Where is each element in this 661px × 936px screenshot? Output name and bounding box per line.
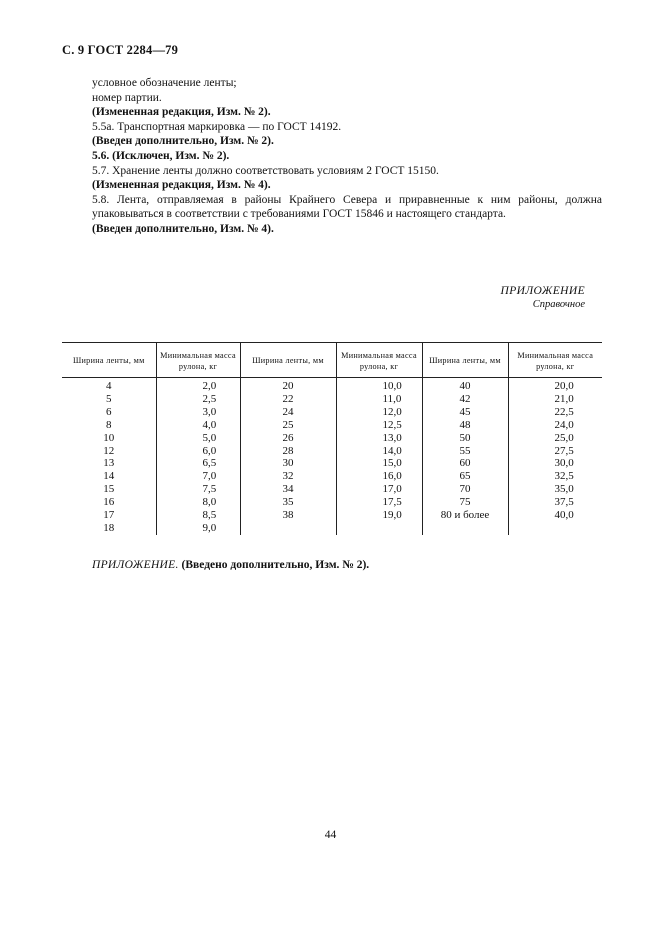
table-cell: 17 <box>103 509 115 522</box>
table-cell: 30 <box>240 457 336 470</box>
table-cell: 4,0 <box>156 419 240 432</box>
table-cell: 13 <box>103 457 115 470</box>
column-header: Ширина ленты, мм <box>62 343 156 378</box>
table-cell: 5,0 <box>156 432 240 445</box>
table-cell <box>240 522 336 535</box>
table-cell: 14 <box>103 470 115 483</box>
appendix-title: ПРИЛОЖЕНИЕ <box>500 285 585 297</box>
table-cell: 50 <box>422 432 508 445</box>
table-cell: 6,5 <box>156 457 240 470</box>
table-cell: 8,5 <box>156 509 240 522</box>
column-header: Минимальная масса рулона, кг <box>508 343 602 378</box>
table-cell: 7,5 <box>156 483 240 496</box>
table-cell: 15,0 <box>336 457 422 470</box>
page-number: 44 <box>324 829 337 841</box>
column-header: Ширина ленты, мм <box>240 343 336 378</box>
table-cell: 15 <box>103 483 115 496</box>
table-cell: 80 и более <box>422 509 508 522</box>
table-cell: 65 <box>422 470 508 483</box>
amendment-note: (Измененная редакция, Изм. № 4). <box>92 179 271 192</box>
table-cell: 6,0 <box>156 445 240 458</box>
table-cell: 55 <box>422 445 508 458</box>
table-cell: 22 <box>240 393 336 406</box>
table-row <box>62 419 602 432</box>
table-cell <box>336 522 422 535</box>
table-cell: 14,0 <box>336 445 422 458</box>
table-cell: 16,0 <box>336 470 422 483</box>
table-cell: 5 <box>106 392 112 405</box>
amendment-note: (Введен дополнительно, Изм. № 4). <box>92 222 274 235</box>
table-cell: 25,0 <box>508 432 602 445</box>
table-cell <box>422 522 508 535</box>
table-cell: 2,5 <box>156 393 240 406</box>
roll-mass-table <box>62 342 602 535</box>
table-cell: 3,0 <box>156 406 240 419</box>
table-cell: 13,0 <box>336 432 422 445</box>
table-cell: 17,5 <box>336 496 422 509</box>
table-cell: 75 <box>422 496 508 509</box>
table-cell: 48 <box>422 419 508 432</box>
table-cell: 30,0 <box>508 457 602 470</box>
table-cell: 2,0 <box>156 378 240 393</box>
clause-5-5a: 5.5а. Транспортная маркировка — по ГОСТ 14192. <box>92 120 342 133</box>
table-row <box>62 393 602 406</box>
appendix-heading <box>501 284 585 312</box>
footer-appendix-word: ПРИЛОЖЕНИЕ. <box>92 559 179 571</box>
page-header: С. 9 ГОСТ 2284—79 <box>62 43 179 57</box>
table-cell: 38 <box>240 509 336 522</box>
amendment-note: (Введен дополнительно, Изм. № 2). <box>92 135 274 148</box>
table-cell: 20 <box>240 378 336 393</box>
table-cell: 9,0 <box>156 522 240 535</box>
table-cell: 12 <box>103 444 115 457</box>
footer-amendment: (Введено дополнительно, Изм. № 2). <box>181 559 370 571</box>
table-cell: 34 <box>240 483 336 496</box>
clause-5-7: 5.7. Хранение ленты должно соответствовать условиям 2 ГОСТ 15150. <box>92 164 439 177</box>
text-line: номер партии. <box>92 91 162 104</box>
table-cell: 24 <box>240 406 336 419</box>
table-cell: 10 <box>103 431 115 444</box>
table-cell: 70 <box>422 483 508 496</box>
table-cell: 11,0 <box>336 393 422 406</box>
table-cell: 19,0 <box>336 509 422 522</box>
clause-5-6: 5.6. (Исключен, Изм. № 2). <box>92 149 230 162</box>
table-cell: 27,5 <box>508 445 602 458</box>
column-header: Минимальная масса рулона, кг <box>156 343 240 378</box>
table-cell: 8,0 <box>156 496 240 509</box>
table-cell: 7,0 <box>156 470 240 483</box>
table-row <box>62 483 602 496</box>
table-cell: 22,5 <box>508 406 602 419</box>
table-row <box>62 378 602 393</box>
table-row <box>62 432 602 445</box>
table-cell: 32,5 <box>508 470 602 483</box>
table-cell: 40,0 <box>508 509 602 522</box>
table-cell: 21,0 <box>508 393 602 406</box>
table-row <box>62 496 602 509</box>
table-cell: 10,0 <box>336 378 422 393</box>
table-cell: 42 <box>422 393 508 406</box>
table-cell: 35 <box>240 496 336 509</box>
table-cell <box>508 522 602 535</box>
clause-5-8: 5.8. Лента, отправляемая в районы Крайнего Севера и приравненные к ним районы, должна упаковываться в соответствии с требованиями ГОСТ 15846 и настоящего стандарта. <box>92 193 602 221</box>
body-text <box>62 76 602 237</box>
table-cell: 35,0 <box>508 483 602 496</box>
column-header: Ширина ленты, мм <box>422 343 508 378</box>
table-cell: 28 <box>240 445 336 458</box>
table-cell: 60 <box>422 457 508 470</box>
table-cell: 25 <box>240 419 336 432</box>
amendment-note: (Измененная редакция, Изм. № 2). <box>92 106 271 119</box>
table-cell: 45 <box>422 406 508 419</box>
table-header-row <box>62 343 602 378</box>
table-cell: 37,5 <box>508 496 602 509</box>
table-cell: 4 <box>106 380 112 392</box>
table-cell: 17,0 <box>336 483 422 496</box>
table-row <box>62 522 602 535</box>
table-cell: 40 <box>422 378 508 393</box>
table-row <box>62 406 602 419</box>
table-cell: 18 <box>103 521 115 534</box>
table-cell: 12,5 <box>336 419 422 432</box>
table-cell: 24,0 <box>508 419 602 432</box>
table-row <box>62 509 602 522</box>
text-line: условное обозначение ленты; <box>92 77 237 89</box>
table-cell: 20,0 <box>508 378 602 393</box>
table-row <box>62 470 602 483</box>
table-cell: 32 <box>240 470 336 483</box>
table-row <box>62 457 602 470</box>
table-cell: 8 <box>106 418 112 431</box>
table-cell: 16 <box>103 496 115 509</box>
footer-note <box>92 559 369 571</box>
table-cell: 12,0 <box>336 406 422 419</box>
table-cell: 6 <box>106 405 112 418</box>
table-cell: 26 <box>240 432 336 445</box>
table-row <box>62 445 602 458</box>
appendix-subtitle: Справочное <box>532 299 585 310</box>
column-header: Минимальная масса рулона, кг <box>336 343 422 378</box>
